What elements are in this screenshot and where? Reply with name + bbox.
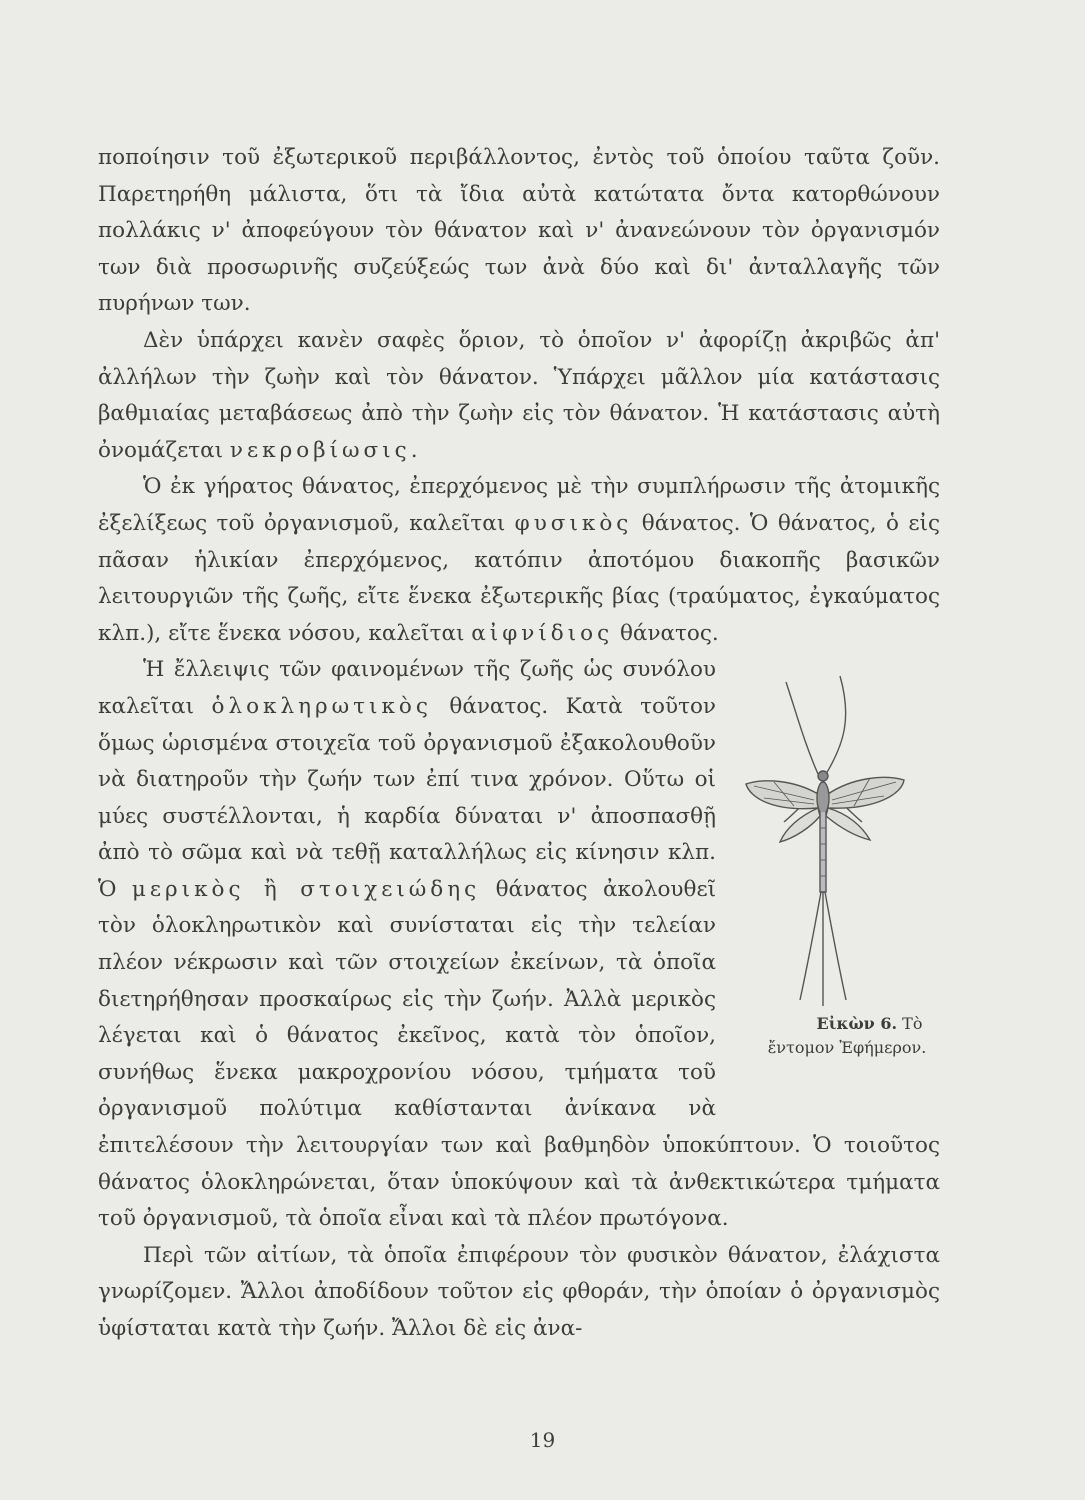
spaced-term: ὁλοκληρωτικὸς: [211, 693, 432, 719]
spaced-term: αἰφνίδιος: [471, 620, 614, 646]
paragraph: [98, 323, 940, 469]
mayfly-figure: [734, 652, 954, 1112]
figure-label: Εἰκὼν 6.: [816, 1014, 898, 1034]
text-run: Ἡ ἔλλειψις τῶν φαινομένων τῆς ζωῆς ὡς συνόλου καλεῖται: [98, 657, 716, 719]
page-number: 19: [529, 1428, 556, 1452]
paragraph: [98, 140, 940, 323]
text-run: Περὶ τῶν αἰτίων, τὰ ὁποῖα ἐπιφέρουν τὸν φυσικὸν θάνατον, ἐλάχιστα γνωρίζομεν. Ἄλλοι ἀποδίδουν τοῦτον εἰς φθοράν, τὴν ὁποίαν ὁ ὀργανισμὸς ὑφίσταται κατὰ τὴν ζωήν. Ἄλλοι δὲ εἰς ἀνα-: [98, 1242, 940, 1341]
body-text: [98, 140, 940, 1348]
paragraph: [98, 469, 940, 652]
spaced-term: φυσικὸς: [514, 510, 633, 536]
spaced-term: νεκροβίωσις: [229, 437, 411, 463]
spaced-term: μερικὸς ἢ στοιχειώδης: [131, 876, 481, 902]
text-run: .: [410, 437, 418, 463]
text-run: Ὁ ἐκ γήρατος θάνατος, ἐπερχόμενος μὲ τὴν συμπλήρωσιν τῆς ἀτομικῆς ἐξελίξεως τοῦ ὀργανισμοῦ, καλεῖται: [98, 474, 940, 536]
paragraph: [98, 1238, 940, 1348]
text-run: Δὲν ὑπάρχει κανὲν σαφὲς ὅριον, τὸ ὁποῖον ν' ἀφορίζῃ ἀκριβῶς ἀπ' ἀλλήλων τὴν ζωὴν καὶ τὸν θάνατον. Ὑπάρχει μᾶλλον μία κατάστασις βαθμιαίας μεταβάσεως ἀπὸ τὴν ζωὴν εἰς τὸν θάνατον. Ἡ κατάστασις αὐτὴ ὀνομάζεται: [98, 327, 940, 463]
text-run: θάνατος.: [613, 620, 719, 646]
text-run: θάνατος. Κατὰ τοῦτον ὅμως ὡρισμένα στοιχεῖα τοῦ ὀργανισμοῦ ἐξακολουθοῦν νὰ διατηροῦν τὴν ζωήν των ἐπί τινα χρόνον. Οὕτω οἱ μύες συστέλλονται, ἡ καρδία δύναται ν' ἀποσπασθῇ ἀπὸ τὸ σῶμα καὶ νὰ τεθῇ καταλλήλως εἰς κίνησιν κλπ. Ὁ: [98, 693, 716, 902]
paragraph: [98, 652, 940, 1238]
text-run: ποποίησιν τοῦ ἐξωτερικοῦ περιβάλλοντος, ἐντὸς τοῦ ὁποίου ταῦτα ζοῦν. Παρετηρήθη μάλιστα, ὅτι τὰ ἴδια αὐτὰ κατώτατα ὄντα κατορθώνουν πολλάκις ν' ἀποφεύγουν τὸν θάνατον καὶ ν' ἀνανεώνουν τὸν ὀργανισμόν των διὰ προσωρινῆς συζεύξεώς των ἀνὰ δύο καὶ δι' ἀνταλλαγῆς τῶν πυρήνων των.: [98, 145, 940, 317]
text-run: θάνατος ἀκολουθεῖ τὸν ὁλοκληρωτικὸν καὶ συνίσταται εἰς τὴν τελείαν πλέον νέκρωσιν καὶ τῶν στοιχείων ἐκείνων, τὰ ὁποῖα διετηρήθησαν προσκαίρως εἰς τὴν ζωήν. Ἀλλὰ μερικὸς λέγεται καὶ ὁ θάνατος ἐκεῖνος, κατὰ τὸν ὁποῖον, συνήθως ἕνεκα μακροχρονίου νόσου, τμήματα τοῦ ὀργανισμοῦ πολύτιμα καθίστανται ἀνίκανα νὰ ἐπιτελέσουν τὴν λειτουργίαν των καὶ βαθμηδὸν ὑποκύπτουν. Ὁ τοιοῦτος θάνατος ὁλοκληρώνεται, ὅταν ὑποκύψουν καὶ τὰ ἀνθεκτικώτερα τμήματα τοῦ ὀργανισμοῦ, τὰ ὁποῖα εἶναι καὶ τὰ πλέον πρωτόγονα.: [98, 876, 940, 1232]
text-run: θάνατος. Ὁ θάνατος, ὁ εἰς πᾶσαν ἡλικίαν ἐπερχόμενος, κατόπιν ἀποτόμου διακοπῆς βασικῶν λειτουργιῶν τῆς ζωῆς, εἴτε ἕνεκα ἐξωτερικῆς βίας (τραύματος, ἐγκαύματος κλπ.), εἴτε ἕνεκα νόσου, καλεῖται: [98, 510, 940, 646]
figure-caption-text: Τὸ ἔντομον Ἐφήμερον.: [767, 1014, 927, 1058]
figure-caption: [752, 1012, 942, 1060]
mayfly-illustration: [734, 652, 954, 1012]
